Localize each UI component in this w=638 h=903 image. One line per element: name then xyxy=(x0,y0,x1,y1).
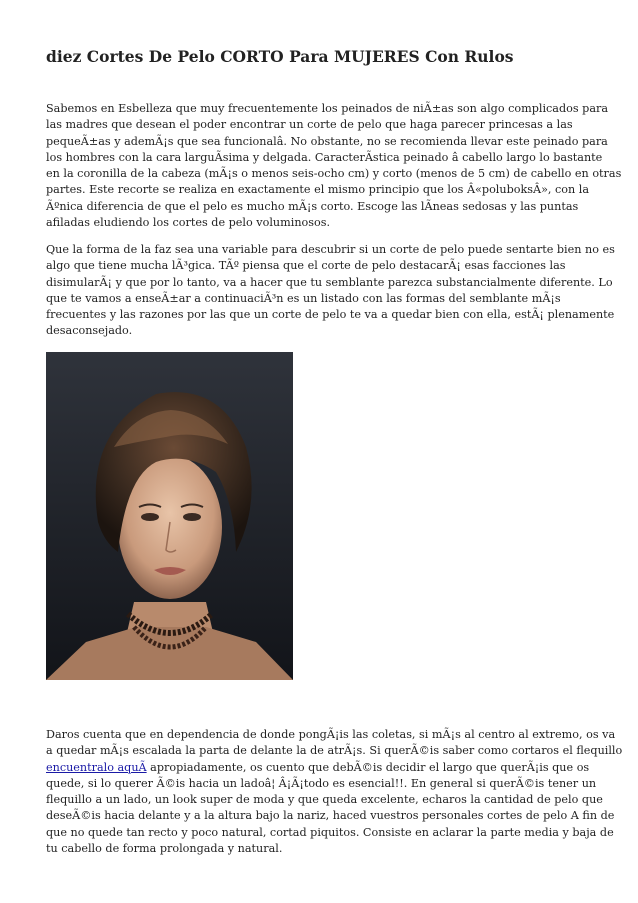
text-line: Sabemos en Esbelleza que muy frecuentemente los peinados de niÃ±as son algo complicados para xyxy=(46,102,609,115)
text-line: a quedar mÃ¡s escalada la parta de delante la de atrÃ¡s. Si querÃ©is saber como cortaros el flequillo xyxy=(46,744,623,758)
text-line: pequeÃ±as y ademÃ¡s que sea funcionalâ. No obstante, no se recomienda llevar este peinado para xyxy=(46,134,608,148)
page-title: diez Cortes De Pelo CORTO Para MUJERES Con Rulos xyxy=(46,47,514,66)
text-line: frecuentes y las razones por las que un corte de pelo te va a quedar bien con ella, estÃ¡ plenamente xyxy=(46,308,615,322)
text-line: en la coronilla de la cabeza (mÃ¡s o menos seis-ocho cm) y corto (menos de 5 cm) de cabello en otras xyxy=(46,167,622,181)
text-line: Daros cuenta que en dependencia de donde pongÃ¡is las coletas, si mÃ¡s al centro al extremo, os va xyxy=(46,728,616,741)
text-line xyxy=(46,760,598,776)
flequillo-link[interactable]: encuentralo aquÃ xyxy=(46,760,147,774)
portrait-photo xyxy=(46,352,293,680)
text-line: las madres que desean el poder encontrar un corte de pelo que haga parecer princesas a las xyxy=(46,118,573,132)
text-line: partes. Este recorte se realiza en exactamente el mismo principio que los Â«poluboksÂ», con la xyxy=(46,183,590,197)
text-line: algo que tiene mucha lÃ³gica. TÃº piensa que el corte de pelo destacarÃ¡ esas facciones las xyxy=(46,259,566,273)
text-line: que te vamos a enseÃ±ar a continuaciÃ³n es un listado con las formas del semblante mÃ¡s xyxy=(46,291,561,305)
text-line: afiladas eludiendo los cortes de pelo voluminosos. xyxy=(46,216,331,230)
portrait-photo-icon xyxy=(46,352,293,680)
text-line: los hombres con la cara larguÃsima y delgada. CaracterÃstica peinado â cabello largo lo bastante xyxy=(46,150,603,164)
text-segment: apropiadamente, os cuento que debÃ©is decidir el largo que querÃ¡is que os xyxy=(146,760,590,774)
text-line: desaconsejado. xyxy=(46,324,133,338)
text-line: Ãºnica diferencia de que el pelo es mucho mÃ¡s corto. Escoge las lÃneas sedosas y las puntas xyxy=(46,199,579,213)
paragraph-flequillo xyxy=(46,727,623,857)
text-line: tu cabello de forma prolongada y natural. xyxy=(46,842,283,856)
text-line: disimularÃ¡ y que por lo tanto, va a hacer que tu semblante parezca substancialmente diferente. Lo xyxy=(46,275,613,289)
text-line: flequillo a un lado, un look super de moda y que queda excelente, echaros la cantidad de pelo que xyxy=(46,793,603,807)
text-line: Que la forma de la faz sea una variable para descubrir si un corte de pelo puede sentarte bien no es xyxy=(46,243,615,256)
text-line: que no quede tan recto y poco natural, cortad piquitos. Consiste en aclarar la parte media y baja de xyxy=(46,825,614,839)
paragraph-intro xyxy=(46,101,622,231)
text-line: quede, si lo querer Ã©is hacia un ladoâ¦ Â¡Ã¡todo es esencial!!. En general si querÃ©is tener un xyxy=(46,776,597,790)
paragraph-face-shape xyxy=(46,242,615,340)
text-line: deseÃ©is hacia delante y a la altura bajo la nariz, haced vuestros personales cortes de pelo A fin de xyxy=(46,809,615,823)
